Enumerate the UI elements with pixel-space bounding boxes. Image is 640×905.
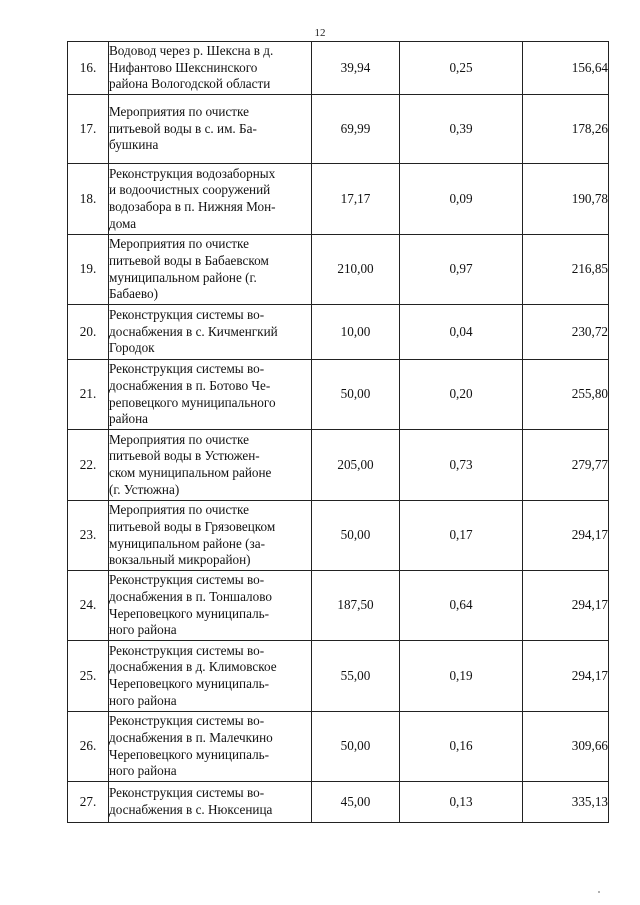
- measure-name-line: вокзальный микрорайон): [109, 552, 251, 568]
- value-cumulative: 294,17: [523, 571, 609, 641]
- measure-name: [109, 360, 312, 430]
- measure-name-line: доснабжения в с. Кичменгкий: [109, 323, 278, 339]
- table-row: [68, 641, 609, 712]
- page-number: 12: [314, 27, 326, 39]
- value-cost: 50,00: [312, 360, 400, 430]
- measure-name-line: водозабора в п. Нижняя Мон-: [109, 199, 276, 214]
- measure-name-line: Мероприятия по очистке: [109, 502, 249, 518]
- table-row: [68, 95, 609, 164]
- measure-name: [109, 95, 312, 164]
- value-cumulative: 309,66: [523, 712, 609, 782]
- measure-name-line: питьевой воды в с. им. Ба-: [109, 120, 257, 136]
- measure-name-line: Реконструкция водозаборных: [109, 165, 276, 181]
- measure-name: [109, 501, 312, 571]
- value-cumulative: 294,17: [523, 641, 609, 712]
- table-row: [68, 501, 609, 571]
- measure-name-line: дома: [109, 215, 137, 231]
- value-cumulative: 178,26: [523, 95, 609, 164]
- measure-name: [109, 712, 312, 782]
- measure-name-line: Мероприятия по очистке: [109, 431, 249, 447]
- value-share: 0,25: [400, 42, 523, 95]
- value-share: 0,73: [400, 430, 523, 501]
- measure-name-line: ском муниципальном районе: [109, 465, 272, 480]
- measure-name-line: Реконструкция системы во-: [109, 642, 265, 658]
- table-row: [68, 305, 609, 360]
- measure-name: [109, 235, 312, 305]
- measure-name: [109, 430, 312, 501]
- value-cumulative: 294,17: [523, 501, 609, 571]
- measure-name-line: Череповецкого муниципаль-: [109, 676, 270, 691]
- measure-name-line: доснабжения в д. Климовское: [109, 659, 277, 675]
- row-number: 26.: [68, 712, 109, 782]
- measure-name-line: питьевой воды в Устюжен-: [109, 448, 260, 464]
- value-share: 0,13: [400, 782, 523, 823]
- value-cost: 17,17: [312, 164, 400, 235]
- value-cost: 69,99: [312, 95, 400, 164]
- row-number: 24.: [68, 571, 109, 641]
- value-share: 0,64: [400, 571, 523, 641]
- measure-name: [109, 571, 312, 641]
- value-cost: 39,94: [312, 42, 400, 95]
- value-share: 0,39: [400, 95, 523, 164]
- measure-name-line: бушкина: [109, 137, 159, 153]
- value-cumulative: 156,64: [523, 42, 609, 95]
- value-share: 0,16: [400, 712, 523, 782]
- row-number: 16.: [68, 42, 109, 95]
- table-row: [68, 42, 609, 95]
- value-share: 0,20: [400, 360, 523, 430]
- measure-name-line: муниципальном районе (за-: [109, 535, 265, 551]
- value-cost: 205,00: [312, 430, 400, 501]
- value-cumulative: 216,85: [523, 235, 609, 305]
- row-number: 19.: [68, 235, 109, 305]
- value-cumulative: 255,80: [523, 360, 609, 430]
- measure-name-line: доснабжения в п. Тоншалово: [109, 588, 272, 604]
- row-number: 17.: [68, 95, 109, 164]
- value-cost: 10,00: [312, 305, 400, 360]
- value-cumulative: 230,72: [523, 305, 609, 360]
- table-row: [68, 571, 609, 641]
- measure-name-line: Реконструкция системы во-: [109, 713, 265, 729]
- measure-name: [109, 782, 312, 823]
- scan-speck: [598, 891, 600, 893]
- value-share: 0,17: [400, 501, 523, 571]
- value-cost: 210,00: [312, 235, 400, 305]
- value-cost: 50,00: [312, 712, 400, 782]
- measure-name-line: ного района: [109, 692, 177, 708]
- table-row: [68, 712, 609, 782]
- table-row: [68, 164, 609, 235]
- measure-name-line: (г. Устюжна): [109, 481, 180, 497]
- value-cumulative: 335,13: [523, 782, 609, 823]
- program-table: [67, 41, 609, 823]
- measure-name: [109, 641, 312, 712]
- measure-name-line: Реконструкция системы во-: [109, 785, 265, 801]
- measure-name: [109, 305, 312, 360]
- measure-name-line: ного района: [109, 622, 177, 638]
- value-share: 0,97: [400, 235, 523, 305]
- row-number: 22.: [68, 430, 109, 501]
- value-cumulative: 190,78: [523, 164, 609, 235]
- value-share: 0,04: [400, 305, 523, 360]
- row-number: 27.: [68, 782, 109, 823]
- measure-name-line: ного района: [109, 763, 177, 779]
- row-number: 18.: [68, 164, 109, 235]
- table-row: [68, 360, 609, 430]
- value-cost: 55,00: [312, 641, 400, 712]
- measure-name: [109, 164, 312, 235]
- measure-name-line: Бабаево): [109, 286, 158, 302]
- measure-name-line: доснабжения в с. Нюксеница: [109, 802, 273, 817]
- measure-name-line: питьевой воды в Бабаевском: [109, 252, 269, 268]
- measure-name: [109, 42, 312, 95]
- measure-name-line: Череповецкого муниципаль-: [109, 605, 270, 621]
- value-cost: 50,00: [312, 501, 400, 571]
- measure-name-line: района Вологодской области: [109, 76, 271, 92]
- measure-name-line: Реконструкция системы во-: [109, 307, 265, 323]
- table-row: [68, 782, 609, 823]
- program-table-body: [68, 42, 609, 823]
- measure-name-line: Нифантово Шекснинского: [109, 59, 258, 75]
- measure-name-line: Реконструкция системы во-: [109, 361, 265, 377]
- measure-name-line: Водовод через р. Шексна в д.: [109, 43, 274, 59]
- value-cumulative: 279,77: [523, 430, 609, 501]
- measure-name-line: Мероприятия по очистке: [109, 236, 249, 252]
- measure-name-line: и водоочистных сооружений: [109, 182, 271, 198]
- measure-name-line: Реконструкция системы во-: [109, 572, 265, 588]
- value-cost: 45,00: [312, 782, 400, 823]
- measure-name-line: доснабжения в п. Малечкино: [109, 729, 273, 745]
- row-number: 23.: [68, 501, 109, 571]
- measure-name-line: Мероприятия по очистке: [109, 104, 249, 120]
- measure-name-line: района: [109, 411, 149, 427]
- value-cost: 187,50: [312, 571, 400, 641]
- table-row: [68, 235, 609, 305]
- row-number: 20.: [68, 305, 109, 360]
- row-number: 25.: [68, 641, 109, 712]
- row-number: 21.: [68, 360, 109, 430]
- measure-name-line: Череповецкого муниципаль-: [109, 746, 270, 762]
- measure-name-line: реповецкого муниципального: [109, 394, 276, 410]
- value-share: 0,19: [400, 641, 523, 712]
- table-row: [68, 430, 609, 501]
- measure-name-line: питьевой воды в Грязовецком: [109, 518, 276, 534]
- measure-name-line: Городок: [109, 340, 155, 356]
- value-share: 0,09: [400, 164, 523, 235]
- measure-name-line: доснабжения в п. Ботово Че-: [109, 377, 271, 393]
- measure-name-line: муниципальном районе (г.: [109, 269, 257, 285]
